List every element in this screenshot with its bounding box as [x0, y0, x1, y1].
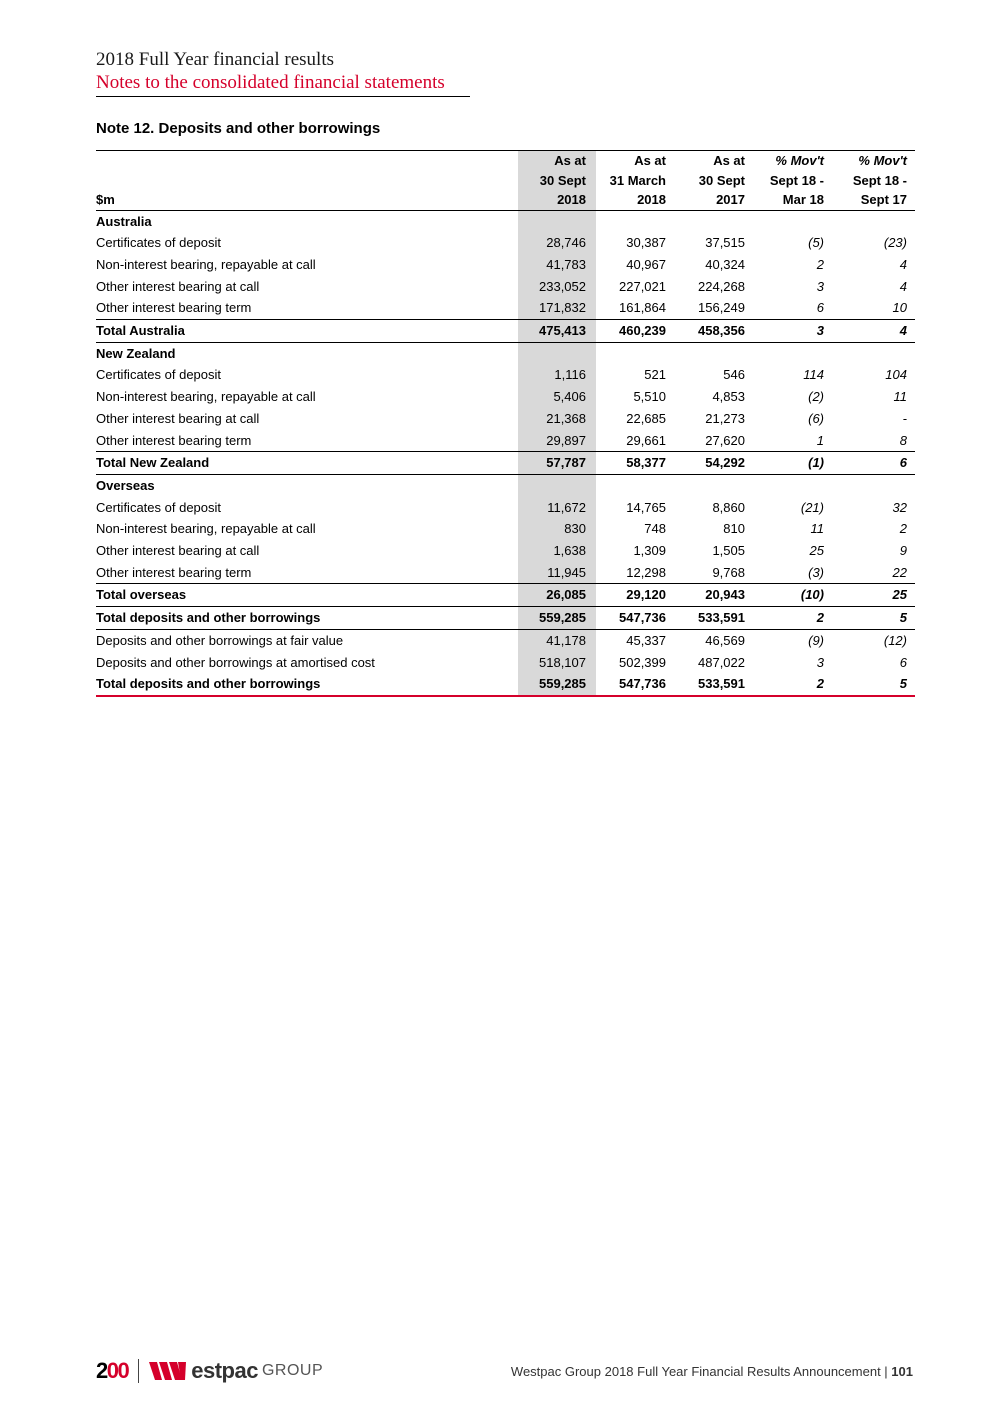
total-row-australia: [96, 320, 915, 343]
pct-cell: 5: [832, 607, 915, 630]
table-row: [96, 518, 915, 540]
pct-cell: 3: [816, 278, 824, 294]
report-title: 2018 Full Year financial results: [96, 49, 335, 70]
value-cell: 460,239: [596, 320, 674, 343]
table-row: [96, 276, 915, 298]
pct-cell: (9): [808, 632, 824, 648]
header-cell: 30 Sept: [698, 172, 745, 188]
value-cell: 748: [644, 521, 666, 537]
pct-cell: 9: [899, 543, 907, 559]
pct-cell: 104: [885, 367, 907, 383]
value-cell: 518,107: [518, 652, 596, 674]
value-cell: 58,377: [596, 452, 674, 475]
row-label: Other interest bearing at call: [96, 543, 260, 559]
pct-cell: 25: [832, 584, 915, 607]
value-cell: 830: [518, 518, 596, 540]
pct-cell: 114: [803, 367, 824, 383]
pct-cell: 6: [832, 452, 915, 475]
header-cell: [96, 151, 518, 171]
pct-cell: 2: [816, 256, 824, 272]
row-label: Other interest bearing term: [96, 564, 252, 580]
pct-cell: (12): [883, 632, 907, 648]
header-cell: As at: [674, 151, 753, 171]
value-cell: 227,021: [619, 278, 666, 294]
table-row: [96, 652, 915, 674]
header-cell: % Mov't: [753, 151, 832, 171]
pct-cell: 3: [753, 320, 832, 343]
section-label: New Zealand: [96, 345, 176, 361]
row-label: Other interest bearing at call: [96, 278, 260, 294]
pct-cell: 4: [899, 278, 907, 294]
header-cell: % Mov't: [832, 151, 915, 171]
deposits-table-container: [96, 150, 915, 697]
logo-brand-text: estpac: [191, 1358, 258, 1383]
section-label: Overseas: [96, 477, 155, 493]
header-cell: As at: [518, 151, 596, 171]
header-cell: Mar 18: [753, 190, 832, 210]
value-cell: 458,356: [674, 320, 753, 343]
pct-cell: 11: [810, 521, 824, 537]
value-cell: 546: [723, 367, 745, 383]
value-cell: 487,022: [698, 654, 745, 670]
value-cell: 224,268: [698, 278, 745, 294]
header-cell: $m: [96, 190, 518, 210]
header-cell: Sept 17: [832, 190, 915, 210]
deposits-table: [96, 150, 915, 697]
header-cell: [96, 171, 518, 191]
footer-caption: [511, 1364, 913, 1379]
row-label: Other interest bearing term: [96, 432, 252, 448]
pct-cell: 10: [892, 300, 907, 316]
pct-cell: -: [902, 410, 907, 426]
header-row-2: [96, 171, 915, 191]
value-cell: 156,249: [698, 300, 745, 316]
logo-200-mark: 200: [96, 1358, 129, 1383]
logo-divider: [138, 1359, 139, 1383]
table-row: [96, 430, 915, 452]
row-label: Certificates of deposit: [96, 499, 222, 515]
header-cell: 31 March: [609, 172, 666, 188]
row-label: Deposits and other borrowings at fair value: [96, 632, 344, 648]
row-label: Total Australia: [96, 320, 518, 343]
value-cell: 22,685: [626, 410, 666, 426]
pct-cell: 5: [832, 673, 915, 696]
value-cell: 21,273: [705, 410, 745, 426]
value-cell: 171,832: [518, 297, 596, 319]
pct-cell: (5): [808, 235, 824, 251]
row-label: Other interest bearing term: [96, 300, 252, 316]
value-cell: 559,285: [518, 673, 596, 696]
pct-cell: 1: [816, 432, 824, 448]
value-cell: 1,309: [633, 543, 666, 559]
header-cell: Sept 18 -: [769, 172, 824, 188]
row-label: Total deposits and other borrowings: [96, 673, 518, 696]
value-cell: 5,510: [633, 389, 666, 405]
header-cell: 2018: [518, 190, 596, 210]
value-cell: 40,324: [705, 256, 745, 272]
section-heading-new-zealand: [96, 342, 915, 364]
pct-cell: (21): [800, 499, 824, 515]
pct-cell: 22: [892, 564, 907, 580]
pct-cell: 3: [816, 654, 824, 670]
table-row: [96, 408, 915, 430]
pct-cell: (10): [753, 584, 832, 607]
row-label: Total deposits and other borrowings: [96, 607, 518, 630]
pct-cell: 6: [816, 300, 824, 316]
value-cell: 161,864: [619, 300, 666, 316]
pct-cell: 8: [899, 432, 907, 448]
value-cell: 502,399: [619, 654, 666, 670]
total-row-overseas: [96, 584, 915, 607]
section-heading-overseas: [96, 474, 915, 496]
value-cell: 29,897: [518, 430, 596, 452]
value-cell: 11,945: [518, 562, 596, 584]
value-cell: 20,943: [674, 584, 753, 607]
total-row-new-zealand: [96, 452, 915, 475]
table-row: [96, 232, 915, 254]
table-row: [96, 562, 915, 584]
header-row-1: [96, 151, 915, 171]
row-label: Other interest bearing at call: [96, 410, 260, 426]
pct-cell: (1): [753, 452, 832, 475]
grand-total-row: [96, 607, 915, 630]
value-cell: 41,783: [518, 254, 596, 276]
westpac-w-icon: [149, 1360, 189, 1382]
value-cell: 12,298: [626, 564, 666, 580]
value-cell: 28,746: [518, 232, 596, 254]
table-row: [96, 254, 915, 276]
westpac-200-logo: [96, 1358, 323, 1384]
value-cell: 26,085: [518, 584, 596, 607]
note-title: Note 12. Deposits and other borrowings: [96, 120, 381, 137]
value-cell: 54,292: [674, 452, 753, 475]
final-total-row: [96, 673, 915, 696]
value-cell: 29,120: [596, 584, 674, 607]
value-cell: 27,620: [705, 432, 745, 448]
row-label: Total New Zealand: [96, 452, 518, 475]
value-cell: 9,768: [712, 564, 745, 580]
row-label: Deposits and other borrowings at amortised cost: [96, 654, 375, 670]
value-cell: 547,736: [596, 607, 674, 630]
value-cell: 21,368: [518, 408, 596, 430]
page-number: 101: [891, 1364, 913, 1379]
value-cell: 40,967: [626, 256, 666, 272]
value-cell: 1,116: [518, 364, 596, 386]
value-cell: 559,285: [518, 607, 596, 630]
pct-cell: (23): [883, 235, 907, 251]
footer-text: Westpac Group 2018 Full Year Financial Results Announcement |: [510, 1364, 888, 1379]
value-cell: 14,765: [626, 499, 666, 515]
value-cell: 46,569: [705, 632, 745, 648]
table-row: [96, 386, 915, 408]
value-cell: 45,337: [626, 632, 666, 648]
value-cell: 533,591: [674, 607, 753, 630]
pct-cell: 4: [899, 256, 907, 272]
pct-cell: 2: [753, 673, 832, 696]
section-heading-australia: [96, 210, 915, 232]
value-cell: 475,413: [518, 320, 596, 343]
row-label: Total overseas: [96, 584, 518, 607]
value-cell: 1,638: [518, 540, 596, 562]
header-row-3: [96, 190, 915, 210]
row-label: Non-interest bearing, repayable at call: [96, 521, 316, 537]
header-cell: 2017: [674, 190, 753, 210]
report-subtitle: Notes to the consolidated financial statements: [96, 72, 470, 97]
value-cell: 29,661: [626, 432, 666, 448]
pct-cell: (3): [808, 564, 824, 580]
row-label: Certificates of deposit: [96, 367, 222, 383]
value-cell: 810: [723, 521, 745, 537]
header-cell: As at: [596, 151, 674, 171]
pct-cell: 11: [893, 389, 907, 405]
value-cell: 5,406: [518, 386, 596, 408]
pct-cell: 2: [753, 607, 832, 630]
value-cell: 30,387: [626, 235, 666, 251]
table-row: [96, 364, 915, 386]
value-cell: 1,505: [712, 543, 745, 559]
header-cell: 30 Sept: [518, 171, 596, 191]
pct-cell: (6): [808, 410, 824, 426]
row-label: Certificates of deposit: [96, 235, 222, 251]
value-cell: 11,672: [518, 497, 596, 519]
value-cell: 521: [644, 367, 666, 383]
value-cell: 57,787: [518, 452, 596, 475]
logo-group-text: GROUP: [261, 1362, 324, 1379]
section-label: Australia: [96, 213, 152, 229]
pct-cell: 32: [892, 499, 907, 515]
pct-cell: 6: [899, 654, 907, 670]
value-cell: 4,853: [712, 389, 745, 405]
table-row: [96, 497, 915, 519]
header-cell: Sept 18 -: [852, 172, 907, 188]
page-header: [96, 48, 470, 97]
header-cell: 2018: [596, 190, 674, 210]
value-cell: 8,860: [712, 499, 745, 515]
table-row: [96, 297, 915, 319]
row-label: Non-interest bearing, repayable at call: [96, 256, 316, 272]
value-cell: 533,591: [674, 673, 753, 696]
pct-cell: 2: [899, 521, 907, 537]
pct-cell: (2): [808, 389, 824, 405]
pct-cell: 25: [809, 543, 824, 559]
row-label: Non-interest bearing, repayable at call: [96, 389, 316, 405]
table-header: [96, 151, 915, 211]
value-cell: 233,052: [518, 276, 596, 298]
value-cell: 547,736: [596, 673, 674, 696]
table-row: [96, 540, 915, 562]
value-cell: 37,515: [705, 235, 745, 251]
value-cell: 41,178: [518, 629, 596, 651]
table-row: [96, 629, 915, 651]
pct-cell: 4: [832, 320, 915, 343]
